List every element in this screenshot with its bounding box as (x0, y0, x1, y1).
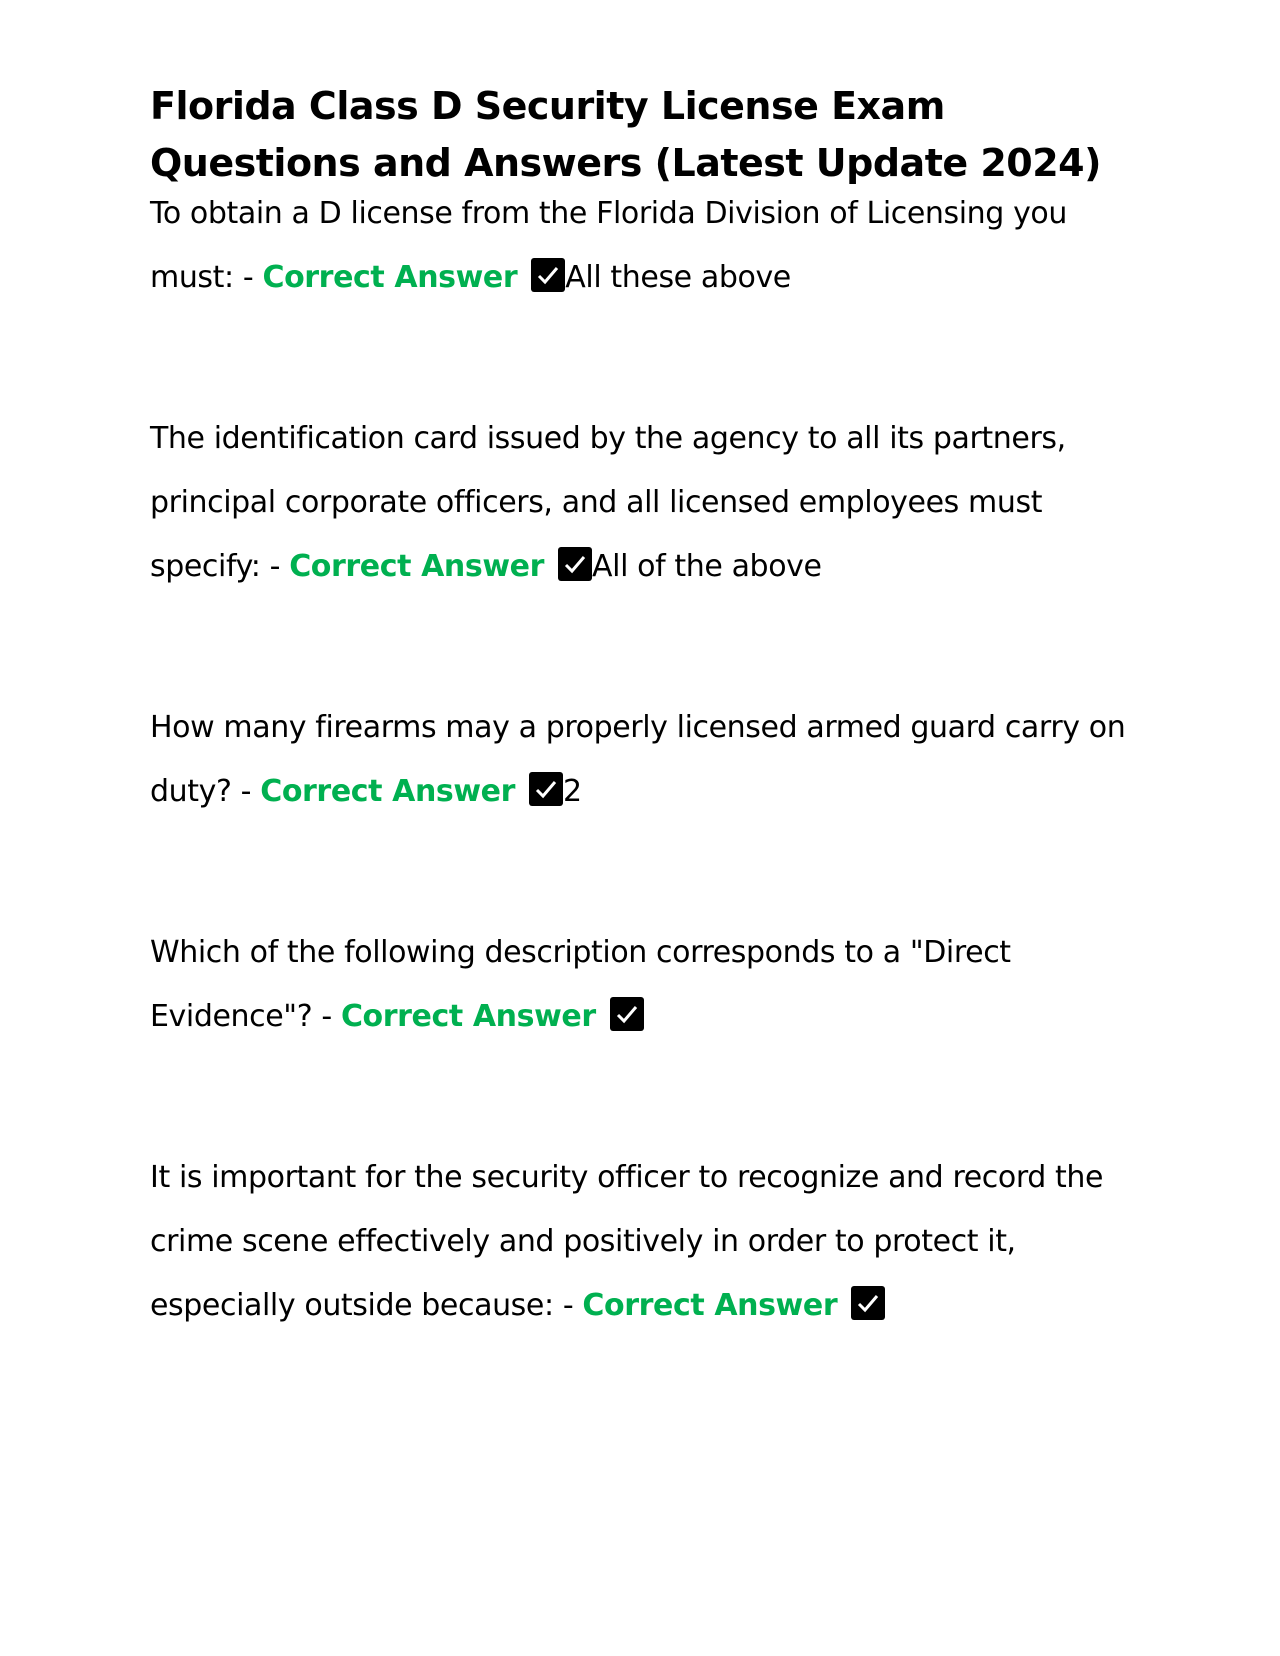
separator: - (233, 260, 263, 295)
correct-answer-label: Correct Answer (582, 1288, 838, 1323)
check-mark-icon (558, 547, 592, 581)
check-mark-icon (531, 258, 565, 292)
correct-answer-label: Correct Answer (262, 260, 518, 295)
question-text: It is important for the security officer to recognize and record the crime scene effectively and positively in order to protect it, especially outside because: (150, 1160, 1104, 1323)
check-mark-icon (610, 997, 644, 1031)
question-text: How many firearms may a properly licensed armed guard carry on duty? (150, 710, 1126, 809)
answer-text: All these above (565, 260, 791, 295)
qa-item (150, 182, 1140, 310)
separator: - (553, 1288, 583, 1323)
document-page (150, 78, 1140, 1435)
correct-answer-label: Correct Answer (260, 774, 516, 809)
correct-answer-label: Correct Answer (340, 999, 596, 1034)
separator: - (312, 999, 341, 1034)
question-text: Which of the following description corresponds to a "Direct Evidence"? (150, 935, 1011, 1034)
qa-item (150, 696, 1140, 824)
separator: - (260, 549, 290, 584)
question-text: To obtain a D license from the Florida Division of Licensing you must: (150, 196, 1067, 295)
answer-text: 2 (563, 774, 582, 809)
qa-item (150, 921, 1140, 1049)
qa-item (150, 1146, 1140, 1338)
question-text: The identification card issued by the agency to all its partners, principal corporate officers, and all licensed employees must specify: (150, 421, 1066, 584)
check-mark-icon (851, 1286, 885, 1320)
separator: - (231, 774, 261, 809)
document-title: Florida Class D Security License Exam Questions and Answers (Latest Update 2024) (150, 84, 1101, 185)
correct-answer-label: Correct Answer (289, 549, 545, 584)
answer-text: All of the above (592, 549, 822, 584)
check-mark-icon (529, 772, 563, 806)
qa-item (150, 407, 1140, 599)
